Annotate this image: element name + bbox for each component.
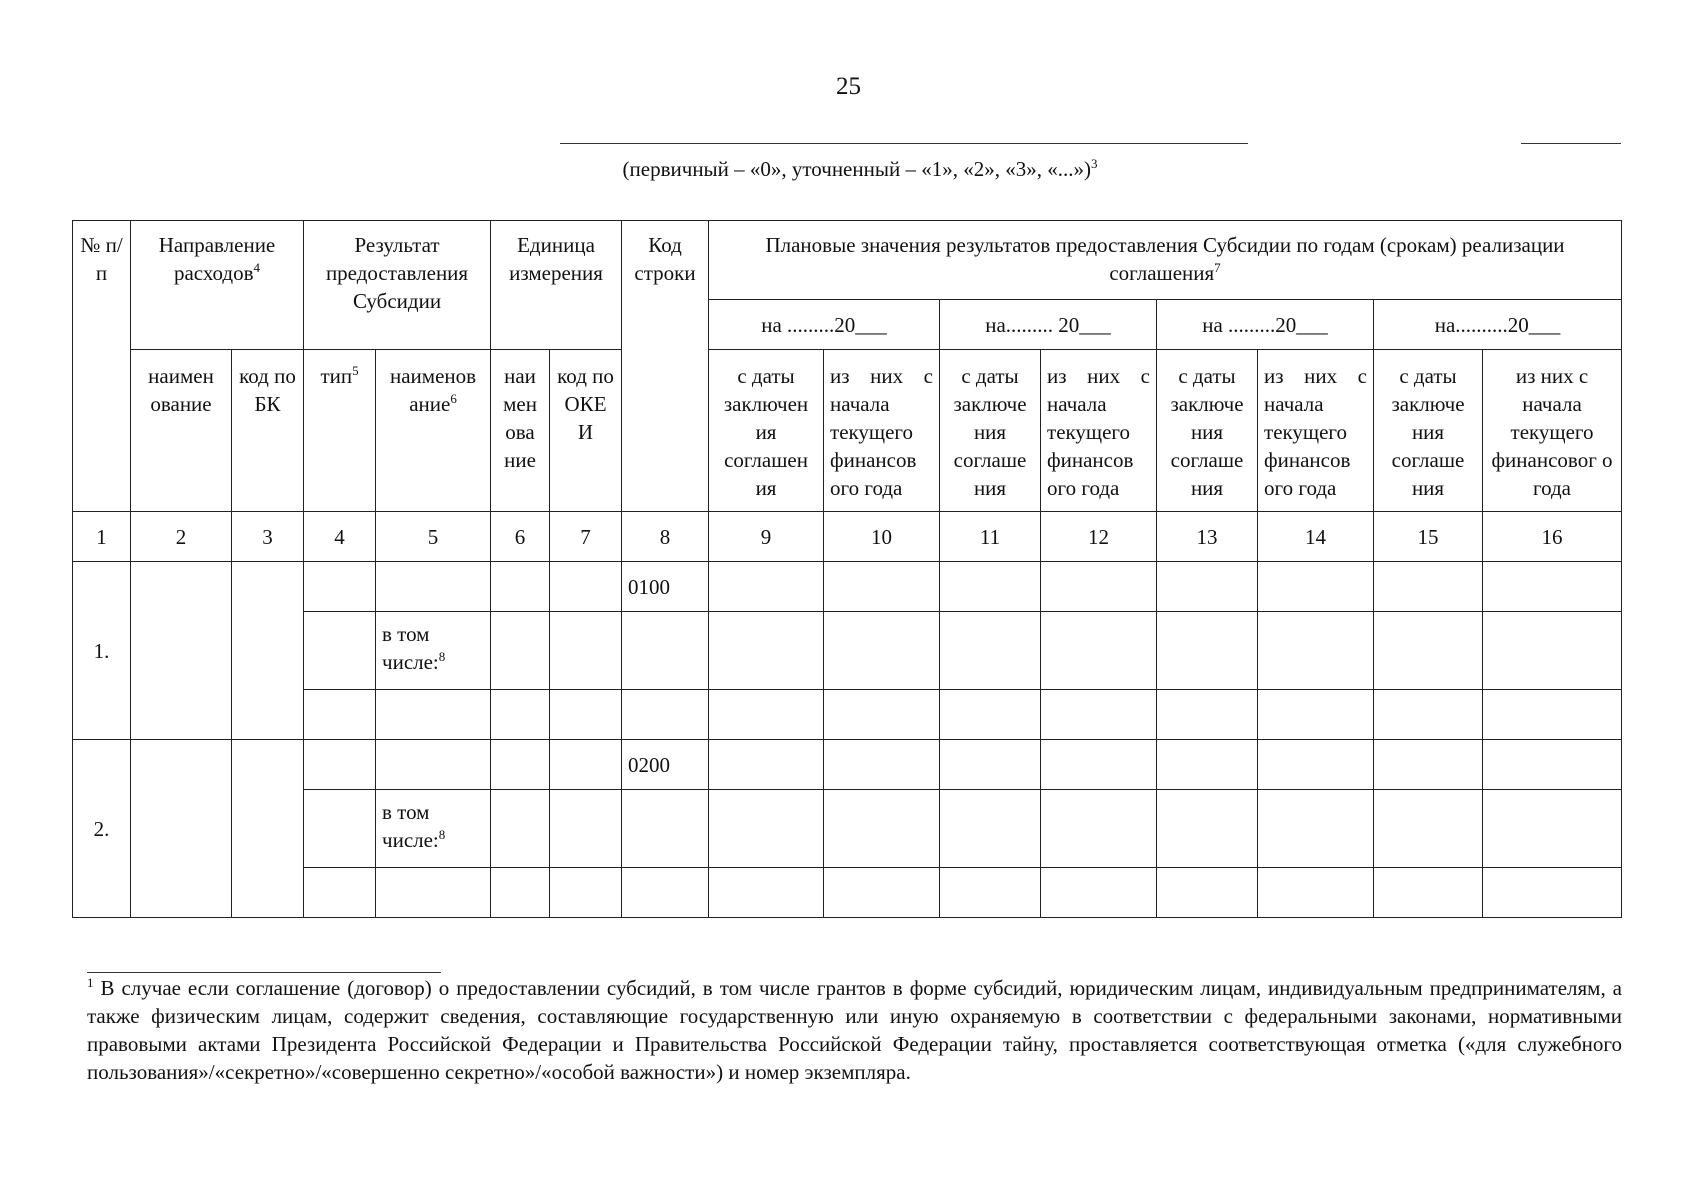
header-from-date-3: с даты заключе ния соглаше ния	[1157, 350, 1258, 512]
value-cell[interactable]	[1483, 690, 1622, 740]
date-line	[1521, 143, 1621, 144]
value-cell[interactable]	[1157, 612, 1258, 690]
value-cell[interactable]	[709, 740, 824, 790]
column-number: 3	[232, 512, 304, 562]
header-year-2: на......... 20___	[940, 300, 1157, 350]
table-row	[73, 562, 1622, 612]
result-type-cell[interactable]	[304, 740, 376, 790]
result-type-cell[interactable]	[304, 562, 376, 612]
value-cell[interactable]	[1157, 740, 1258, 790]
unit-code-cell[interactable]	[550, 790, 622, 868]
column-number: 7	[550, 512, 622, 562]
header-row-subcolumns	[73, 350, 1622, 512]
header-planned-mark: 7	[1214, 260, 1221, 275]
header-from-year-1: из них с начала текущего финансов ого года	[824, 350, 940, 512]
footnote-text: В случае если соглашение (договор) о предоставлении субсидий, в том числе грантов в форме субсидий, юридическим лицам, индивидуальным предпринимателям, а также физическим лицам, содержит сведения, составляющие государственную или иную охраняемую в соответствии с федеральными законами, нормативными правовыми актами Президента Российской Федерации и Правительства Российской Федерации тайну, проставляется соответствующая отметка («для служебного пользования»/«секретно»/«совершенно секретно»/«особой важности») и номер экземпляра.	[87, 976, 1622, 1084]
header-result-name	[376, 350, 491, 512]
value-cell[interactable]	[1041, 562, 1157, 612]
result-name-cell[interactable]	[376, 868, 491, 918]
version-caption	[560, 156, 1160, 182]
value-cell[interactable]	[824, 562, 940, 612]
value-cell[interactable]	[1041, 690, 1157, 740]
unit-code-cell[interactable]	[550, 868, 622, 918]
value-cell[interactable]	[940, 868, 1041, 918]
unit-code-cell[interactable]	[550, 690, 622, 740]
value-cell[interactable]	[1374, 690, 1483, 740]
result-name-cell[interactable]	[376, 690, 491, 740]
column-number: 12	[1041, 512, 1157, 562]
value-cell[interactable]	[1258, 690, 1374, 740]
value-cell[interactable]	[1258, 868, 1374, 918]
column-number: 5	[376, 512, 491, 562]
value-cell[interactable]	[824, 690, 940, 740]
header-num: № п/п	[73, 221, 131, 512]
row-number: 2.	[73, 740, 131, 918]
unit-name-cell[interactable]	[491, 868, 550, 918]
header-from-year-3: из них с начала текущего финансов ого года	[1258, 350, 1374, 512]
header-year-3: на .........20___	[1157, 300, 1374, 350]
column-number: 13	[1157, 512, 1258, 562]
column-number: 14	[1258, 512, 1374, 562]
header-code: Код строки	[622, 221, 709, 512]
version-caption-text: (первичный – «0», уточненный – «1», «2», «3», «...»)	[622, 157, 1091, 181]
value-cell[interactable]	[1374, 790, 1483, 868]
value-cell[interactable]	[1157, 868, 1258, 918]
value-cell[interactable]	[940, 612, 1041, 690]
header-year-1: на .........20___	[709, 300, 940, 350]
column-number: 15	[1374, 512, 1483, 562]
value-cell[interactable]	[1258, 740, 1374, 790]
result-name-cell[interactable]	[376, 562, 491, 612]
version-caption-footnote-mark: 3	[1090, 156, 1098, 171]
header-direction-text: Направление расходов	[158, 233, 276, 285]
row-code-cell[interactable]	[622, 612, 709, 690]
header-unit-code: код по ОКЕ И	[550, 350, 622, 512]
header-direction-mark: 4	[253, 260, 261, 275]
footnote-separator	[87, 972, 441, 973]
table-row	[73, 690, 1622, 740]
unit-code-cell[interactable]	[550, 612, 622, 690]
unit-name-cell[interactable]	[491, 562, 550, 612]
value-cell[interactable]	[1374, 612, 1483, 690]
unit-code-cell[interactable]	[550, 562, 622, 612]
header-result-name-mark: 6	[450, 391, 457, 406]
value-cell[interactable]	[1258, 790, 1374, 868]
result-name-cell[interactable]	[376, 740, 491, 790]
value-cell[interactable]	[1483, 790, 1622, 868]
value-cell[interactable]	[1041, 790, 1157, 868]
including-label-mark: 8	[438, 649, 446, 664]
header-result-type	[304, 350, 376, 512]
result-type-cell[interactable]	[304, 690, 376, 740]
result-type-cell[interactable]	[304, 790, 376, 868]
header-from-year-2: из них с начала текущего финансов ого года	[1041, 350, 1157, 512]
including-label	[376, 790, 491, 868]
unit-code-cell[interactable]	[550, 740, 622, 790]
header-direction	[131, 221, 304, 350]
header-result-type-text: тип	[320, 364, 353, 388]
direction-code-cell[interactable]	[232, 562, 304, 740]
value-cell[interactable]	[1041, 868, 1157, 918]
unit-name-cell[interactable]	[491, 790, 550, 868]
header-result-name-text: наименов ание	[389, 364, 477, 416]
header-unit: Единица измерения	[491, 221, 622, 350]
row-code: 0100	[622, 562, 709, 612]
value-cell[interactable]	[824, 868, 940, 918]
value-cell[interactable]	[824, 612, 940, 690]
value-cell[interactable]	[1258, 562, 1374, 612]
value-cell[interactable]	[940, 562, 1041, 612]
row-code-cell[interactable]	[622, 868, 709, 918]
header-direction-name: наимен ование	[131, 350, 232, 512]
header-planned	[709, 221, 1622, 300]
column-number-row	[73, 512, 1622, 562]
including-label-text: в том числе:	[382, 800, 439, 852]
row-number: 1.	[73, 562, 131, 740]
value-cell[interactable]	[1483, 612, 1622, 690]
column-number: 16	[1483, 512, 1622, 562]
header-from-date-2: с даты заключе ния соглаше ния	[940, 350, 1041, 512]
value-cell[interactable]	[1374, 740, 1483, 790]
row-code-cell[interactable]	[622, 690, 709, 740]
header-unit-name: наи мен ова ние	[491, 350, 550, 512]
value-cell[interactable]	[824, 790, 940, 868]
value-cell[interactable]	[1157, 790, 1258, 868]
value-cell[interactable]	[1258, 612, 1374, 690]
row-code-cell[interactable]	[622, 790, 709, 868]
value-cell[interactable]	[1374, 868, 1483, 918]
value-cell[interactable]	[940, 790, 1041, 868]
header-result: Результат предоставления Субсидии	[304, 221, 491, 350]
value-cell[interactable]	[1374, 562, 1483, 612]
direction-name-cell[interactable]	[131, 562, 232, 740]
page-number: 25	[836, 73, 861, 100]
header-from-year-4: из них с начала текущего финансовог о года	[1483, 350, 1622, 512]
value-cell[interactable]	[1157, 690, 1258, 740]
direction-name-cell[interactable]	[131, 740, 232, 918]
header-year-4: на..........20___	[1374, 300, 1622, 350]
column-number: 2	[131, 512, 232, 562]
unit-name-cell[interactable]	[491, 740, 550, 790]
including-label-text: в том числе:	[382, 622, 439, 674]
value-cell[interactable]	[1483, 868, 1622, 918]
header-result-type-mark: 5	[352, 363, 359, 378]
table-row	[73, 740, 1622, 790]
value-cell[interactable]	[1041, 740, 1157, 790]
column-number: 8	[622, 512, 709, 562]
header-direction-code: код по БК	[232, 350, 304, 512]
unit-name-cell[interactable]	[491, 690, 550, 740]
direction-code-cell[interactable]	[232, 740, 304, 918]
value-cell[interactable]	[709, 612, 824, 690]
column-number: 10	[824, 512, 940, 562]
including-label	[376, 612, 491, 690]
header-from-date-4: с даты заключе ния соглаше ния	[1374, 350, 1483, 512]
row-code: 0200	[622, 740, 709, 790]
column-number: 4	[304, 512, 376, 562]
value-cell[interactable]	[824, 740, 940, 790]
result-type-cell[interactable]	[304, 612, 376, 690]
value-cell[interactable]	[1157, 562, 1258, 612]
column-number: 6	[491, 512, 550, 562]
table-row	[73, 612, 1622, 690]
value-cell[interactable]	[1483, 562, 1622, 612]
column-number: 11	[940, 512, 1041, 562]
value-cell[interactable]	[709, 562, 824, 612]
value-cell[interactable]	[940, 690, 1041, 740]
footnote-mark: 1	[87, 975, 94, 990]
table-row	[73, 790, 1622, 868]
result-type-cell[interactable]	[304, 868, 376, 918]
value-cell[interactable]	[1041, 612, 1157, 690]
value-cell[interactable]	[709, 690, 824, 740]
including-label-mark: 8	[438, 827, 446, 842]
header-row-1	[73, 221, 1622, 300]
column-number: 1	[73, 512, 131, 562]
results-table	[72, 220, 1622, 918]
column-number: 9	[709, 512, 824, 562]
header-planned-text: Плановые значения результатов предоставления Субсидии по годам (срокам) реализации соглашения	[765, 233, 1565, 285]
unit-name-cell[interactable]	[491, 612, 550, 690]
value-cell[interactable]	[1483, 740, 1622, 790]
table-row	[73, 868, 1622, 918]
version-number-line	[560, 143, 1248, 144]
footnote	[87, 974, 1622, 1086]
value-cell[interactable]	[709, 868, 824, 918]
value-cell[interactable]	[940, 740, 1041, 790]
header-from-date-1: с даты заключен ия соглашен ия	[709, 350, 824, 512]
value-cell[interactable]	[709, 790, 824, 868]
